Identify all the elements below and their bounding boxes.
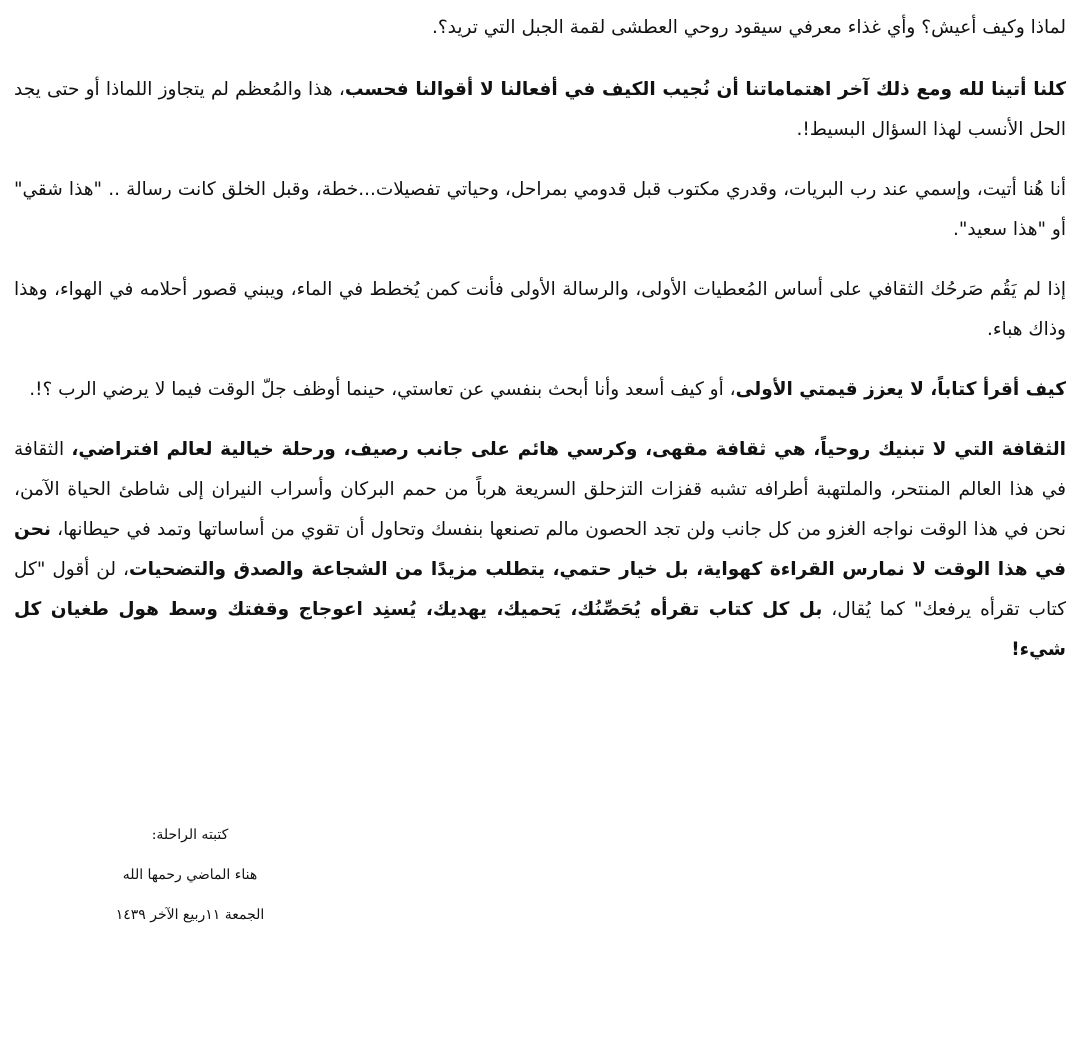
signature-author: هناء الماضي رحمها الله bbox=[122, 867, 258, 883]
signature-intro: كتبته الراحلة: bbox=[151, 827, 229, 843]
paragraph-5-text: ، أو كيف أسعد وأنا أبحث بنفسي عن تعاستي، حينما أوظف جلّ الوقت فيما لا يرضي الرب ؟!. bbox=[29, 379, 736, 400]
paragraph-1 bbox=[14, 8, 1066, 48]
paragraph-1-text: لماذا وكيف أعيش؟ وأي غذاء معرفي سيقود روحي العطشى لقمة الجبل التي تريد؟. bbox=[431, 17, 1066, 38]
signature-date: الجمعة ١١ربيع الآخر ١٤٣٩ bbox=[115, 907, 265, 923]
paragraph-6-text-2: ، لن أقول "كل كتاب تقرأه يرفعك" كما يُقال، bbox=[14, 559, 1066, 620]
paragraph-3 bbox=[14, 170, 1066, 250]
paragraph-6-bold-3: بل كل كتاب تقرأه يُحَصِّنُك، يَحميك، يهديك، يُسنِد اعوجاج وقفتك وسط هول طغيان كل شيء! bbox=[14, 599, 1066, 660]
paragraph-6-text-1: الثقافة في هذا العالم المنتحر، والملتهبة أطرافه تشبه قفزات التزحلق السريعة هرباً من حمم البركان وأسراب النيران إلى شاطئ الحياة الآمن، نحن في هذا الوقت نواجه الغزو من كل جانب ولن تجد الحصون مالم تصنعها بنفسك وتحاول أن تقوي من أساساتها وتمد في حيطانها، bbox=[14, 439, 1066, 540]
paragraph-4-text: إذا لم يَقُم صَرحُك الثقافي على أساس المُعطيات الأولى، والرسالة الأولى فأنت كمن يُخطط في الماء، ويبني قصور أحلامه في الهواء، وهذا وذاك هباء. bbox=[14, 279, 1066, 340]
paragraph-2-bold: كلنا أتينا لله ومع ذلك آخر اهتماماتنا أن نُجيب الكيف في أفعالنا لا أقوالنا فحسب bbox=[344, 79, 1067, 100]
paragraph-6-bold-2: نحن في هذا الوقت لا نمارس القراءة كهواية، بل خيار حتمي، يتطلب مزيدًا من الشجاعة والصدق والتضحيات bbox=[14, 519, 1066, 580]
paragraph-2 bbox=[14, 70, 1066, 150]
paragraph-6 bbox=[14, 430, 1066, 670]
signature-block bbox=[60, 815, 320, 935]
paragraph-3-text: أنا هُنا أتيت، وإسمي عند رب البريات، وقدري مكتوب قبل قدومي بمراحل، وحياتي تفصيلات...خطة، وقبل الخلق كانت رسالة .. "هذا شقي" أو "هذا سعيد". bbox=[14, 179, 1066, 240]
paragraph-4 bbox=[14, 270, 1066, 350]
paragraph-6-bold-heading: الثقافة التي لا تبنيك روحياً، هي ثقافة مقهى، وكرسي هائم على جانب رصيف، ورحلة خيالية لعالم افتراضي، bbox=[71, 439, 1067, 460]
paragraph-5 bbox=[14, 370, 1066, 410]
paragraph-2-text: ، هذا والمُعظم لم يتجاوز اللماذا أو حتى يجد الحل الأنسب لهذا السؤال البسيط!. bbox=[14, 79, 1066, 140]
paragraph-5-bold: كيف أقرأ كتاباً، لا يعزز قيمتي الأولى bbox=[735, 379, 1066, 400]
